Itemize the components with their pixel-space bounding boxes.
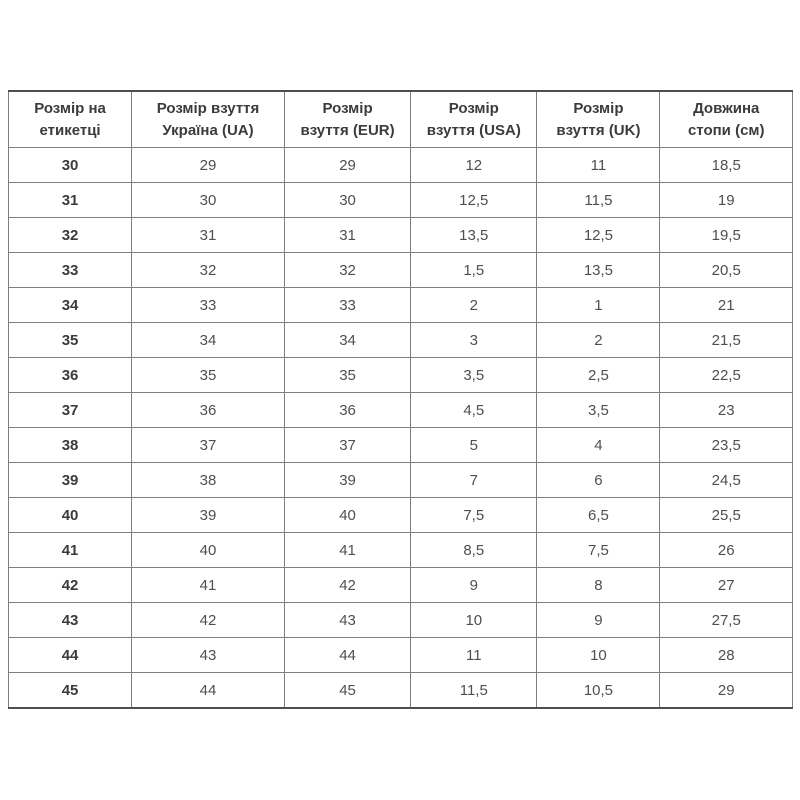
table-row bbox=[9, 393, 793, 428]
table-cell: 9 bbox=[537, 603, 660, 638]
table-cell: 23 bbox=[660, 393, 793, 428]
table-row bbox=[9, 183, 793, 218]
table-cell: 8 bbox=[537, 568, 660, 603]
table-row bbox=[9, 253, 793, 288]
table-cell: 1,5 bbox=[411, 253, 537, 288]
table-cell: 3,5 bbox=[411, 358, 537, 393]
table-cell: 4 bbox=[537, 428, 660, 463]
table-cell: 29 bbox=[132, 148, 285, 183]
table-cell: 41 bbox=[132, 568, 285, 603]
table-cell: 37 bbox=[284, 428, 410, 463]
table-cell: 44 bbox=[284, 638, 410, 673]
table-cell: 21,5 bbox=[660, 323, 793, 358]
table-cell: 19 bbox=[660, 183, 793, 218]
table-cell: 33 bbox=[132, 288, 285, 323]
row-label-cell: 35 bbox=[9, 323, 132, 358]
table-cell: 12,5 bbox=[537, 218, 660, 253]
table-cell: 1 bbox=[537, 288, 660, 323]
table-row bbox=[9, 323, 793, 358]
table-cell: 32 bbox=[132, 253, 285, 288]
column-header-line: Довжина bbox=[693, 99, 760, 117]
table-cell: 11,5 bbox=[537, 183, 660, 218]
table-cell: 33 bbox=[284, 288, 410, 323]
column-header-line: взуття (UK) bbox=[556, 121, 641, 139]
table-cell: 20,5 bbox=[660, 253, 793, 288]
table-cell: 4,5 bbox=[411, 393, 537, 428]
table-cell: 30 bbox=[132, 183, 285, 218]
table-cell: 8,5 bbox=[411, 533, 537, 568]
row-label-cell: 38 bbox=[9, 428, 132, 463]
table-row bbox=[9, 498, 793, 533]
table-cell: 29 bbox=[660, 673, 793, 709]
table-cell: 7 bbox=[411, 463, 537, 498]
table-cell: 10 bbox=[537, 638, 660, 673]
table-row bbox=[9, 603, 793, 638]
column-header-label bbox=[9, 91, 132, 148]
table-cell: 6 bbox=[537, 463, 660, 498]
row-label-cell: 39 bbox=[9, 463, 132, 498]
table-cell: 11 bbox=[537, 148, 660, 183]
table-cell: 43 bbox=[284, 603, 410, 638]
column-header-eur bbox=[284, 91, 410, 148]
table-cell: 11,5 bbox=[411, 673, 537, 709]
row-label-cell: 44 bbox=[9, 638, 132, 673]
column-header-line: стопи (см) bbox=[687, 121, 765, 139]
table-cell: 5 bbox=[411, 428, 537, 463]
table-cell: 34 bbox=[132, 323, 285, 358]
table-cell: 30 bbox=[284, 183, 410, 218]
table-cell: 18,5 bbox=[660, 148, 793, 183]
table-cell: 37 bbox=[132, 428, 285, 463]
row-label-cell: 41 bbox=[9, 533, 132, 568]
table-cell: 7,5 bbox=[411, 498, 537, 533]
table-row bbox=[9, 358, 793, 393]
table-cell: 42 bbox=[132, 603, 285, 638]
table-cell: 12,5 bbox=[411, 183, 537, 218]
table-cell: 35 bbox=[132, 358, 285, 393]
row-label-cell: 32 bbox=[9, 218, 132, 253]
table-cell: 35 bbox=[284, 358, 410, 393]
table-row bbox=[9, 638, 793, 673]
column-header-line: Україна (UA) bbox=[162, 121, 254, 139]
table-cell: 7,5 bbox=[537, 533, 660, 568]
table-row bbox=[9, 288, 793, 323]
table-cell: 10,5 bbox=[537, 673, 660, 709]
column-header-ua bbox=[132, 91, 285, 148]
table-cell: 9 bbox=[411, 568, 537, 603]
column-header-line: взуття (EUR) bbox=[300, 121, 395, 139]
table-cell: 42 bbox=[284, 568, 410, 603]
table-cell: 31 bbox=[284, 218, 410, 253]
column-header-line: взуття (USA) bbox=[426, 121, 521, 139]
table-cell: 31 bbox=[132, 218, 285, 253]
column-header-line: Розмір bbox=[322, 99, 373, 117]
table-row bbox=[9, 673, 793, 709]
column-header-foot bbox=[660, 91, 793, 148]
table-cell: 40 bbox=[284, 498, 410, 533]
column-header-line: Розмір bbox=[573, 99, 624, 117]
table-row bbox=[9, 463, 793, 498]
row-label-cell: 33 bbox=[9, 253, 132, 288]
column-header-line: Розмір на bbox=[34, 99, 106, 117]
table-cell: 27 bbox=[660, 568, 793, 603]
table-cell: 28 bbox=[660, 638, 793, 673]
table-cell: 3,5 bbox=[537, 393, 660, 428]
table-cell: 32 bbox=[284, 253, 410, 288]
table-cell: 21 bbox=[660, 288, 793, 323]
table-cell: 39 bbox=[284, 463, 410, 498]
column-header-line: Розмір bbox=[448, 99, 499, 117]
table-body bbox=[9, 148, 793, 709]
column-header-uk bbox=[537, 91, 660, 148]
table-cell: 43 bbox=[132, 638, 285, 673]
table-cell: 13,5 bbox=[411, 218, 537, 253]
header-row bbox=[9, 91, 793, 148]
table-cell: 22,5 bbox=[660, 358, 793, 393]
row-label-cell: 37 bbox=[9, 393, 132, 428]
shoe-size-conversion-table bbox=[8, 90, 793, 709]
table-cell: 25,5 bbox=[660, 498, 793, 533]
column-header-line: етикетці bbox=[39, 121, 101, 139]
table-row bbox=[9, 148, 793, 183]
table-row bbox=[9, 533, 793, 568]
table-cell: 13,5 bbox=[537, 253, 660, 288]
row-label-cell: 40 bbox=[9, 498, 132, 533]
table-cell: 34 bbox=[284, 323, 410, 358]
table-cell: 45 bbox=[284, 673, 410, 709]
table-cell: 6,5 bbox=[537, 498, 660, 533]
table-row bbox=[9, 568, 793, 603]
table-cell: 44 bbox=[132, 673, 285, 709]
row-label-cell: 34 bbox=[9, 288, 132, 323]
row-label-cell: 36 bbox=[9, 358, 132, 393]
table-cell: 11 bbox=[411, 638, 537, 673]
table-cell: 12 bbox=[411, 148, 537, 183]
table-cell: 10 bbox=[411, 603, 537, 638]
row-label-cell: 45 bbox=[9, 673, 132, 709]
table-cell: 19,5 bbox=[660, 218, 793, 253]
row-label-cell: 30 bbox=[9, 148, 132, 183]
column-header-line: Розмір взуття bbox=[156, 99, 260, 117]
table-cell: 24,5 bbox=[660, 463, 793, 498]
table-cell: 26 bbox=[660, 533, 793, 568]
table-cell: 27,5 bbox=[660, 603, 793, 638]
table-cell: 41 bbox=[284, 533, 410, 568]
row-label-cell: 43 bbox=[9, 603, 132, 638]
table-row bbox=[9, 218, 793, 253]
table-cell: 2,5 bbox=[537, 358, 660, 393]
table-cell: 23,5 bbox=[660, 428, 793, 463]
table-cell: 36 bbox=[132, 393, 285, 428]
table-cell: 36 bbox=[284, 393, 410, 428]
table-cell: 38 bbox=[132, 463, 285, 498]
row-label-cell: 42 bbox=[9, 568, 132, 603]
table-cell: 40 bbox=[132, 533, 285, 568]
table-cell: 3 bbox=[411, 323, 537, 358]
table-cell: 2 bbox=[411, 288, 537, 323]
row-label-cell: 31 bbox=[9, 183, 132, 218]
shoe-size-conversion-table-wrap bbox=[8, 90, 793, 709]
table-cell: 39 bbox=[132, 498, 285, 533]
table-cell: 2 bbox=[537, 323, 660, 358]
table-row bbox=[9, 428, 793, 463]
table-header bbox=[9, 91, 793, 148]
column-header-usa bbox=[411, 91, 537, 148]
table-cell: 29 bbox=[284, 148, 410, 183]
